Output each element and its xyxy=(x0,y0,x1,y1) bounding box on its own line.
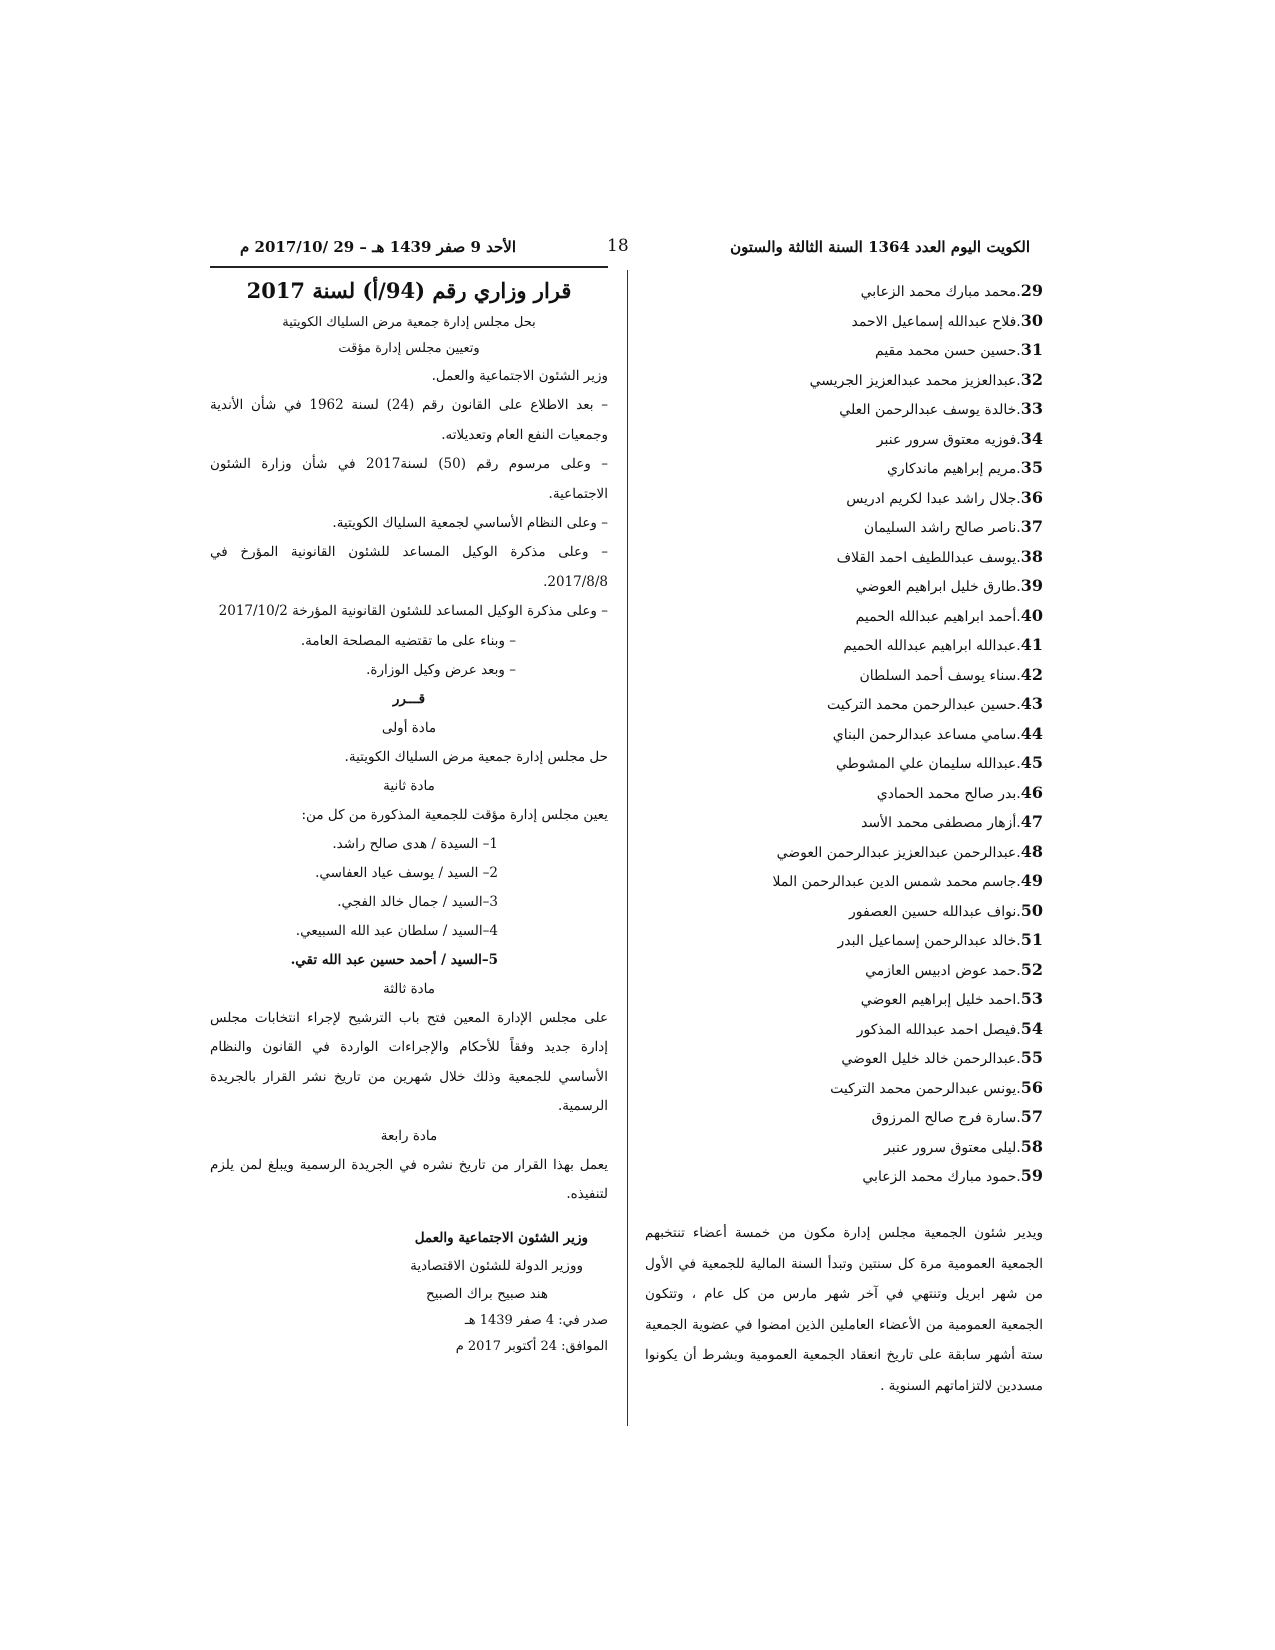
name-list-item xyxy=(653,984,1043,1014)
list-item-number: 30 xyxy=(1020,310,1043,330)
name-list-item xyxy=(653,630,1043,660)
name-list-item xyxy=(653,365,1043,395)
list-item-name: أزهار مصطفى محمد الأسد xyxy=(861,815,1017,831)
name-list-item xyxy=(653,719,1043,749)
list-item-number: 57 xyxy=(1020,1107,1043,1126)
list-item-number: 53 xyxy=(1020,989,1043,1008)
list-item-dot: . xyxy=(1016,992,1021,1008)
header-issue-info: الكويت اليوم العدد 1364 السنة الثالثة والستون xyxy=(730,238,1030,256)
list-item-number: 43 xyxy=(1020,694,1043,713)
list-item-dot: . xyxy=(1016,608,1021,625)
name-list-item xyxy=(653,1132,1043,1162)
list-item-number: 47 xyxy=(1020,812,1043,831)
name-list-item xyxy=(653,778,1043,808)
preamble-item: – وبعد عرض وكيل الوزارة. xyxy=(366,661,516,678)
list-item-name: ناصر صالح راشد السليمان xyxy=(863,520,1017,536)
header-rule xyxy=(210,266,608,268)
name-list-item xyxy=(653,660,1043,690)
board-member: 4–السيد / سلطان عبد الله السبيعي. xyxy=(295,922,498,939)
list-item-number: 38 xyxy=(1020,546,1043,566)
list-item-name: حسين عبدالرحمن محمد التركيت xyxy=(826,697,1017,713)
list-item-name: بدر صالح محمد الحمادي xyxy=(876,785,1017,802)
name-list-item xyxy=(653,807,1043,837)
list-item-name: سارة فرج صالح المرزوق xyxy=(871,1110,1017,1126)
list-item-dot: . xyxy=(1016,962,1021,979)
decree-title: قرار وزاري رقم (94/أ) لسنة 2017 xyxy=(246,278,572,303)
board-member: 2– السيد / يوسف عياد العفاسي. xyxy=(315,864,498,881)
preamble-item: – وعلى مرسوم رقم (50) لسنة2017 في شأن وزارة الشئون الاجتماعية. xyxy=(210,456,609,502)
name-list-item xyxy=(653,453,1043,483)
article-4-title: مادة رابعة xyxy=(380,1127,438,1144)
column-divider xyxy=(627,270,628,1426)
list-item-number: 49 xyxy=(1020,871,1043,890)
page-number: 18 xyxy=(607,236,629,256)
list-item-number: 34 xyxy=(1020,428,1043,448)
decree-section xyxy=(210,276,608,1360)
list-item-name: خالدة يوسف عبدالرحمن العلي xyxy=(839,402,1017,418)
list-item-dot: . xyxy=(1016,726,1021,743)
board-member: 3–السيد / جمال خالد الفجي. xyxy=(337,893,498,910)
list-item-number: 45 xyxy=(1020,753,1043,772)
list-item-number: 58 xyxy=(1020,1136,1043,1156)
name-list-item xyxy=(653,689,1043,719)
name-list-item xyxy=(653,896,1043,926)
name-list-item xyxy=(653,512,1043,542)
decided-heading: قـــرر xyxy=(392,690,426,707)
list-item-name: طارق خليل ابراهيم العوضي xyxy=(855,579,1017,595)
list-item-number: 51 xyxy=(1020,930,1043,949)
article-1-text: حل مجلس إدارة جمعية مرض السلياك الكويتية. xyxy=(344,748,608,765)
list-item-number: 46 xyxy=(1020,782,1043,802)
name-list-item xyxy=(653,394,1043,424)
right-paragraph xyxy=(645,1218,1043,1401)
names-list xyxy=(653,276,1043,1191)
list-item-dot: . xyxy=(1016,549,1021,566)
list-item-name: ليلى معتوق سرور عنبر xyxy=(884,1139,1017,1156)
list-item-dot: . xyxy=(1016,490,1021,507)
name-list-item xyxy=(653,542,1043,572)
list-item-number: 54 xyxy=(1020,1018,1043,1038)
article-3-title: مادة ثالثة xyxy=(382,980,436,997)
list-item-number: 35 xyxy=(1020,458,1043,477)
list-item-name: يوسف عبداللطيف احمد القلاف xyxy=(836,549,1017,566)
name-list-item xyxy=(653,955,1043,985)
list-item-name: فلاح عبدالله إسماعيل الاحمد xyxy=(851,313,1017,330)
list-item-number: 32 xyxy=(1020,369,1043,389)
signature-title-2: ووزير الدولة للشئون الاقتصادية xyxy=(410,1257,583,1274)
list-item-name: عبدالرحمن عبدالعزيز عبدالرحمن العوضي xyxy=(776,844,1017,861)
list-item-dot: . xyxy=(1016,1021,1021,1038)
list-item-number: 33 xyxy=(1020,399,1043,418)
list-item-name: عبدالله سليمان علي المشوطي xyxy=(836,756,1017,772)
preamble-item: – وعلى مذكرة الوكيل المساعد للشئون القانونية المؤرخة 2017/10/2 xyxy=(218,603,608,619)
list-item-dot: . xyxy=(1016,874,1021,890)
list-item-number: 50 xyxy=(1020,900,1043,920)
name-list-item xyxy=(653,424,1043,454)
article-2-title: مادة ثانية xyxy=(383,777,435,794)
list-item-dot: . xyxy=(1016,343,1021,359)
list-item-name: سناء يوسف أحمد السلطان xyxy=(859,667,1017,684)
name-list-item xyxy=(653,1161,1043,1191)
name-list-item xyxy=(653,483,1043,513)
list-item-name: مريم إبراهيم ماندكاري xyxy=(886,461,1017,477)
preamble-item: – وبناء على ما تقتضيه المصلحة العامة. xyxy=(300,632,516,649)
issued-date: صدر في: 4 صفر 1439 هـ xyxy=(464,1312,608,1328)
board-member: 1– السيدة / هدى صالح راشد. xyxy=(332,835,498,852)
list-item-name: فوزيه معتوق سرور عنبر xyxy=(876,431,1017,448)
name-list-item xyxy=(653,276,1043,306)
list-item-dot: . xyxy=(1016,402,1021,418)
list-item-dot: . xyxy=(1016,284,1021,300)
list-item-dot: . xyxy=(1016,815,1021,831)
list-item-number: 52 xyxy=(1020,959,1043,979)
list-item-number: 55 xyxy=(1020,1048,1043,1067)
list-item-number: 48 xyxy=(1020,841,1043,861)
list-item-dot: . xyxy=(1016,903,1021,920)
article-4-text: يعمل بهذا القرار من تاريخ نشره في الجريدة الرسمية ويبلغ لمن يلزم لتنفيذه. xyxy=(210,1156,608,1202)
list-item-name: حمد عوض ادبيس العازمي xyxy=(865,962,1017,979)
list-item-number: 41 xyxy=(1020,635,1043,654)
name-list-item xyxy=(653,571,1043,601)
decree-subtitle-2: وتعيين مجلس إدارة مؤقت xyxy=(338,341,480,356)
preamble-item: – وعلى مذكرة الوكيل المساعد للشئون القانونية المؤرخ في 2017/8/8. xyxy=(210,544,608,590)
list-item-dot: . xyxy=(1016,372,1021,389)
list-item-name: سامي مساعد عبدالرحمن البناي xyxy=(832,726,1017,743)
list-item-number: 44 xyxy=(1020,723,1043,743)
list-item-number: 39 xyxy=(1020,576,1043,595)
list-item-dot: . xyxy=(1016,313,1021,330)
name-list-item xyxy=(653,1043,1043,1073)
name-list-item xyxy=(653,1014,1043,1044)
preamble-item: – وعلى النظام الأساسي لجمعية السلياك الكويتية. xyxy=(332,515,608,531)
list-item-dot: . xyxy=(1016,579,1021,595)
article-3-text: على مجلس الإدارة المعين فتح باب الترشيح لإجراء انتخابات مجلس إدارة جديد وفقاً للأحكام والإجراءات الواردة في القانون والنظام الأساسي للجمعية وذلك خلال شهرين من تاريخ نشر القرار بالجريدة الرسمية. xyxy=(210,1009,608,1114)
signatory-name: هند صبيح براك الصبيح xyxy=(426,1285,548,1302)
list-item-name: أحمد ابراهيم عبدالله الحميم xyxy=(855,608,1017,625)
list-item-dot: . xyxy=(1016,756,1021,772)
list-item-name: جلال راشد عبدا لكريم ادريس xyxy=(846,490,1017,507)
list-item-name: فيصل احمد عبدالله المذكور xyxy=(856,1021,1017,1038)
name-list-item xyxy=(653,1102,1043,1132)
signature-title-1: وزير الشئون الاجتماعية والعمل xyxy=(414,1229,588,1246)
list-item-dot: . xyxy=(1016,638,1021,654)
list-item-dot: . xyxy=(1016,667,1021,684)
list-item-dot: . xyxy=(1016,1051,1021,1067)
list-item-dot: . xyxy=(1016,1139,1021,1156)
list-item-dot: . xyxy=(1016,844,1021,861)
list-item-number: 40 xyxy=(1020,605,1043,625)
board-description: ويدير شئون الجمعية مجلس إدارة مكون من خمسة أعضاء تنتخبهم الجمعية العمومية مرة كل سنتين وتبدأ السنة المالية للجمعية في الأول من شهر ابريل وتنتهي في آخر شهر مارس من كل عام ، وتتكون الجمعية العمومية من الأعضاء العاملين الذين امضوا في عضوية الجمعية ستة أشهر سابقة على تاريخ انعقاد الجمعية العمومية وبشرط أن يكونوا مسددين لالتزاماتهم السنوية . xyxy=(645,1225,1043,1394)
list-item-dot: . xyxy=(1016,431,1021,448)
name-list-item xyxy=(653,335,1043,365)
name-list-item xyxy=(653,925,1043,955)
list-item-number: 29 xyxy=(1020,281,1043,300)
list-item-dot: . xyxy=(1016,1080,1021,1097)
list-item-name: حسين حسن محمد مقيم xyxy=(875,343,1017,359)
page-header xyxy=(210,238,1030,264)
name-list-item xyxy=(653,601,1043,631)
list-item-name: عبدالعزيز محمد عبدالعزيز الجريسي xyxy=(809,372,1017,389)
list-item-dot: . xyxy=(1016,697,1021,713)
list-item-number: 42 xyxy=(1020,664,1043,684)
preamble-item: – بعد الاطلاع على القانون رقم (24) لسنة 1962 في شأن الأندية وجمعيات النفع العام وتعديلاته. xyxy=(210,397,608,443)
list-item-name: محمد مبارك محمد الزعابي xyxy=(860,284,1017,300)
header-date: الأحد 9 صفر 1439 هـ – 29 /2017/10 م xyxy=(240,238,517,256)
list-item-name: خالد عبدالرحمن إسماعيل البدر xyxy=(837,933,1017,949)
list-item-number: 56 xyxy=(1020,1077,1043,1097)
list-item-number: 31 xyxy=(1020,340,1043,359)
minister-line: وزير الشئون الاجتماعية والعمل. xyxy=(431,368,608,384)
name-list-item xyxy=(653,1073,1043,1103)
list-item-dot: . xyxy=(1016,1110,1021,1126)
name-list-item xyxy=(653,866,1043,896)
list-item-name: حمود مبارك محمد الزعابي xyxy=(862,1169,1017,1185)
list-item-dot: . xyxy=(1016,461,1021,477)
list-item-name: يونس عبدالرحمن محمد التركيت xyxy=(830,1080,1017,1097)
board-member: 5–السيد / أحمد حسين عبد الله تقي. xyxy=(290,951,498,968)
list-item-name: عبدالله ابراهيم عبدالله الحميم xyxy=(843,638,1017,654)
article-1-title: مادة أولى xyxy=(381,719,437,736)
list-item-number: 37 xyxy=(1020,517,1043,536)
name-list-item xyxy=(653,306,1043,336)
list-item-dot: . xyxy=(1016,1169,1021,1185)
corresponding-date: الموافق: 24 أكتوبر 2017 م xyxy=(455,1338,608,1354)
decree-subtitle-1: بحل مجلس إدارة جمعية مرض السلياك الكويتية xyxy=(282,315,536,330)
article-2-text: يعين مجلس إدارة مؤقت للجمعية المذكورة من كل من: xyxy=(301,806,608,823)
list-item-name: عبدالرحمن خالد خليل العوضي xyxy=(841,1051,1017,1067)
name-list-item xyxy=(653,837,1043,867)
list-item-dot: . xyxy=(1016,933,1021,949)
list-item-number: 59 xyxy=(1020,1166,1043,1185)
list-item-name: جاسم محمد شمس الدين عبدالرحمن الملا xyxy=(772,874,1017,890)
list-item-name: احمد خليل إبراهيم العوضي xyxy=(860,992,1017,1008)
name-list-item xyxy=(653,748,1043,778)
list-item-dot: . xyxy=(1016,520,1021,536)
list-item-number: 36 xyxy=(1020,487,1043,507)
list-item-dot: . xyxy=(1016,785,1021,802)
list-item-name: نواف عبدالله حسين العصفور xyxy=(849,903,1017,920)
